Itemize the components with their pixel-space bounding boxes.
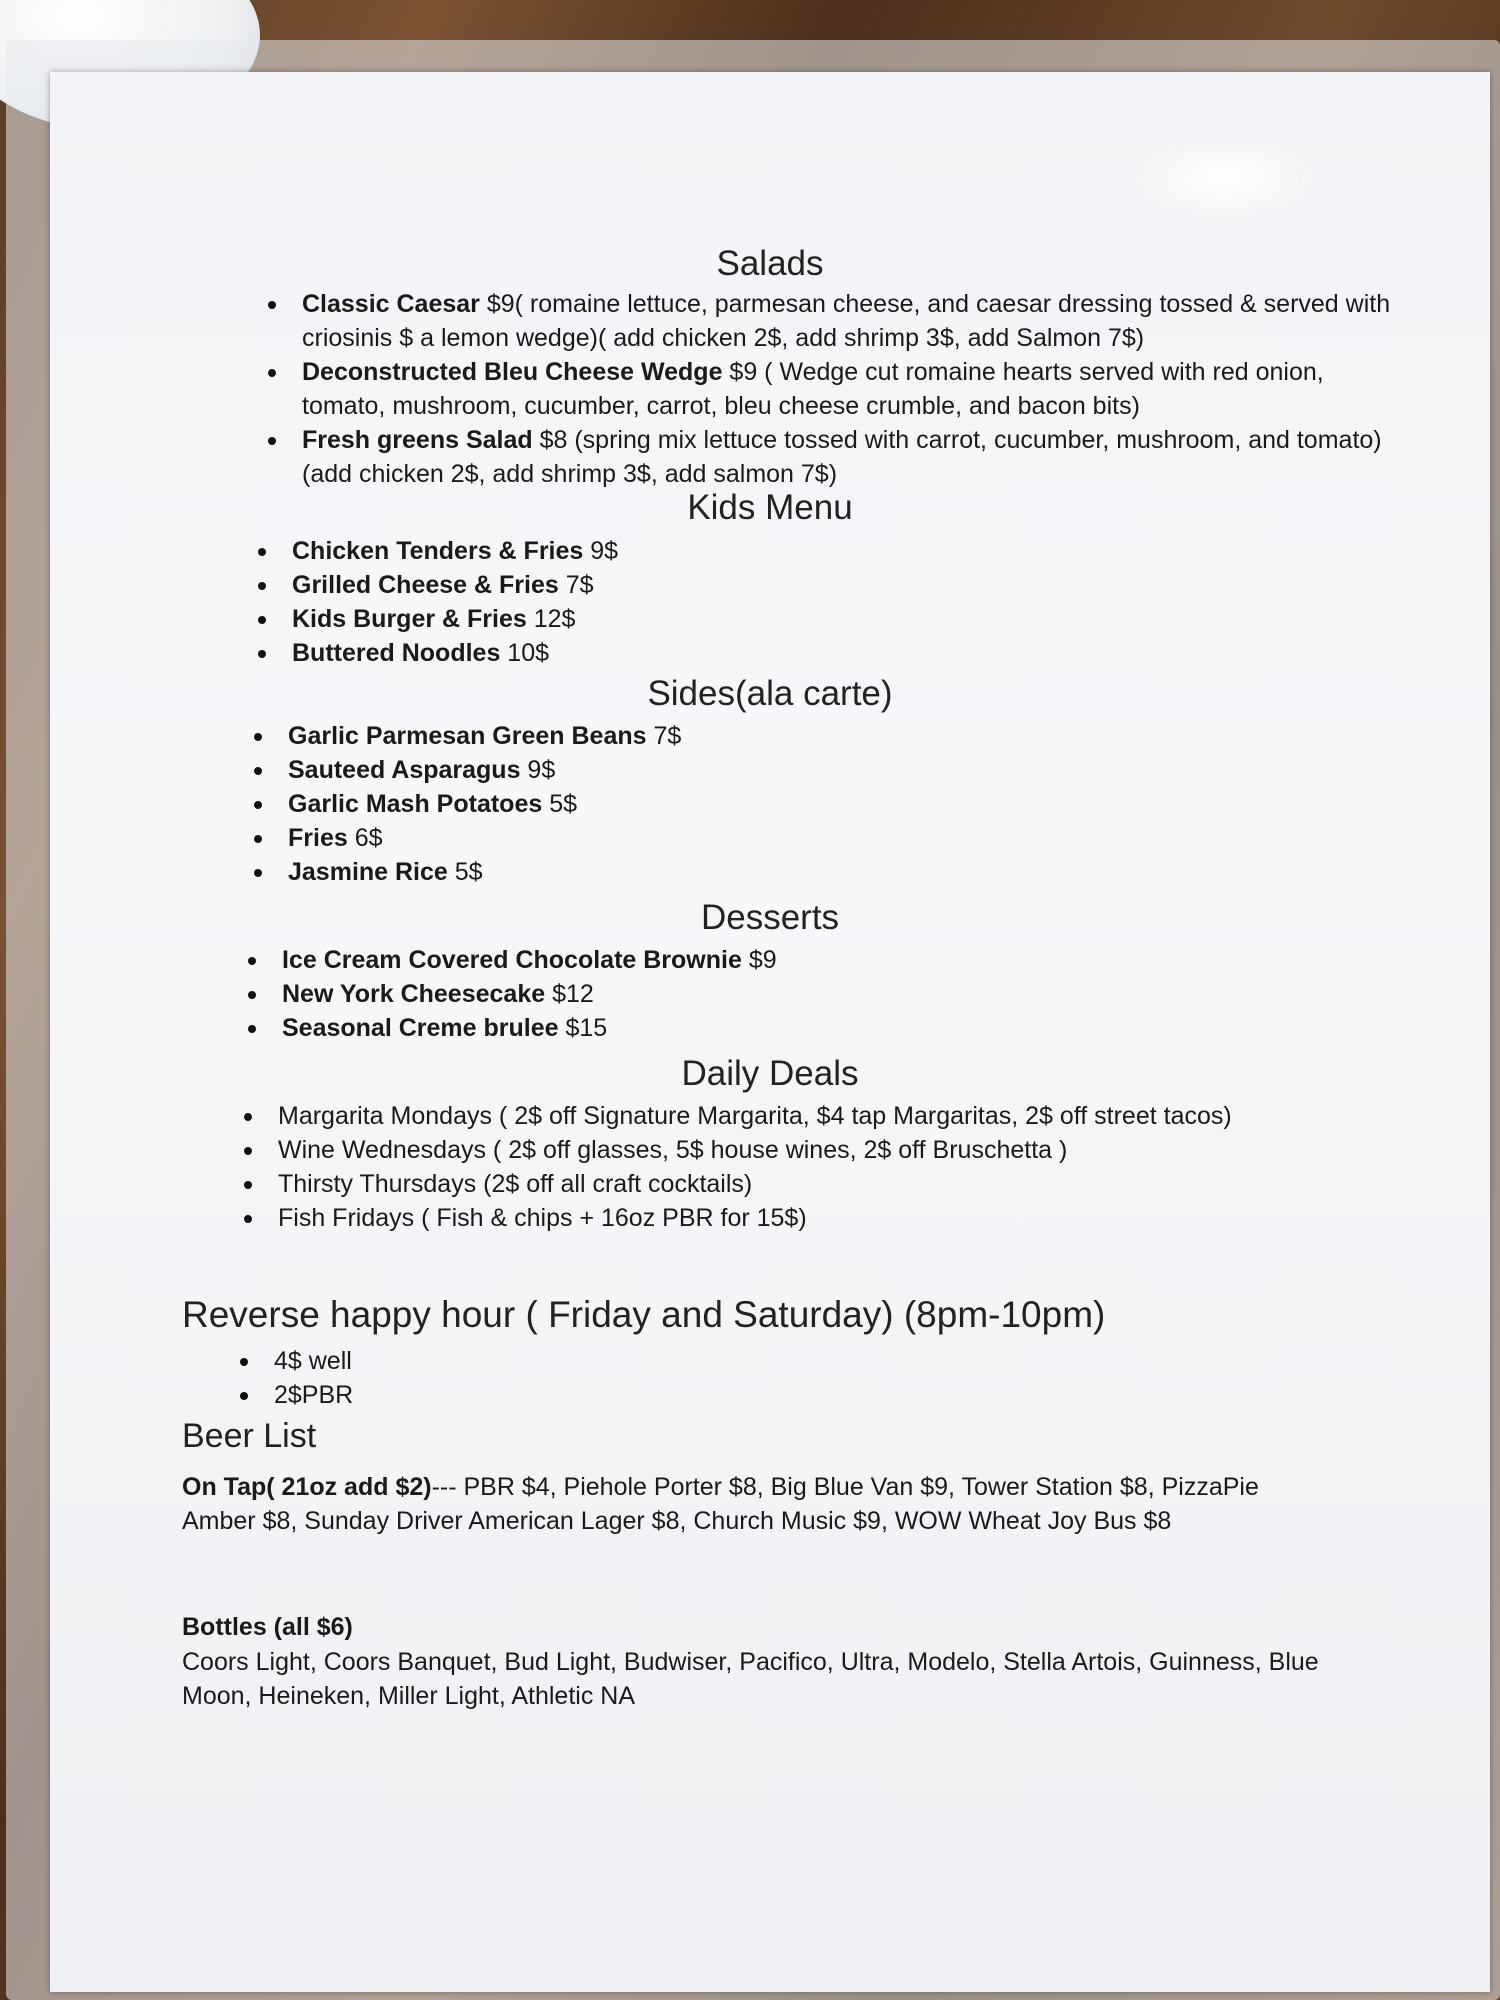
deal-item: Thirsty Thursdays (2$ off all craft cocktails) [236, 1167, 1436, 1201]
kids-item: Kids Burger & Fries 12$ [250, 602, 1390, 636]
daily-deals-list [236, 1099, 1436, 1235]
kids-item: Buttered Noodles 10$ [250, 636, 1390, 670]
bottles-label: Bottles (all $6) [182, 1613, 353, 1641]
sides-title: Sides(ala carte) [647, 674, 893, 713]
dessert-item: Ice Cream Covered Chocolate Brownie $9 [240, 943, 1380, 977]
happy-hour-item: 4$ well [232, 1344, 1372, 1378]
side-item: Garlic Mash Potatoes 5$ [246, 787, 1386, 821]
desserts-list [240, 943, 1380, 1045]
salad-item: Fresh greens Salad $8 (spring mix lettuce tossed with carrot, cucumber, mushroom, and tomato)(add chicken 2$, add shrimp 3$, add salmon 7$) [260, 423, 1400, 491]
kids-item: Grilled Cheese & Fries 7$ [250, 568, 1390, 602]
salad-item: Classic Caesar $9( romaine lettuce, parmesan cheese, and caesar dressing tossed & served with criosinis $ a lemon wedge)( add chicken 2$, add shrimp 3$, add Salmon 7$) [260, 287, 1400, 355]
happy-hour-list [232, 1344, 1372, 1412]
beer-list-title: Beer List [182, 1417, 317, 1455]
kids-item: Chicken Tenders & Fries 9$ [250, 534, 1390, 568]
sides-list [246, 719, 1386, 889]
side-item: Sauteed Asparagus 9$ [246, 753, 1386, 787]
side-item: Fries 6$ [246, 821, 1386, 855]
deal-item: Wine Wednesdays ( 2$ off glasses, 5$ house wines, 2$ off Bruschetta ) [236, 1133, 1436, 1167]
desserts-title: Desserts [700, 898, 840, 937]
kids-menu-title: Kids Menu [687, 488, 853, 527]
deal-item: Margarita Mondays ( 2$ off Signature Margarita, $4 tap Margaritas, 2$ off street tacos) [236, 1099, 1436, 1133]
bottles-paragraph: Coors Light, Coors Banquet, Bud Light, Budwiser, Pacifico, Ultra, Modelo, Stella Artois, Guinness, Blue Moon, Heineken, Miller Light, Athletic NA [182, 1648, 1319, 1710]
salads-list [260, 287, 1400, 491]
side-item: Garlic Parmesan Green Beans 7$ [246, 719, 1386, 753]
daily-deals-title: Daily Deals [681, 1054, 859, 1093]
light-glare [1130, 132, 1320, 222]
side-item: Jasmine Rice 5$ [246, 855, 1386, 889]
salads-title: Salads [716, 244, 824, 283]
dessert-item: New York Cheesecake $12 [240, 977, 1380, 1011]
kids-menu-list [250, 534, 1390, 670]
menu-page [50, 72, 1490, 1992]
dessert-item: Seasonal Creme brulee $15 [240, 1011, 1380, 1045]
happy-hour-title: Reverse happy hour ( Friday and Saturday) (8pm-10pm) [182, 1294, 1106, 1335]
on-tap-paragraph: On Tap( 21oz add $2)--- PBR $4, Piehole Porter $8, Big Blue Van $9, Tower Station $8, PizzaPie Amber $8, Sunday Driver American Lager $8, Church Music $9, WOW Wheat Joy Bus $8 [182, 1473, 1259, 1535]
deal-item: Fish Fridays ( Fish & chips + 16oz PBR for 15$) [236, 1201, 1436, 1235]
salad-item: Deconstructed Bleu Cheese Wedge $9 ( Wedge cut romaine hearts served with red onion, tomato, mushroom, cucumber, carrot, bleu cheese crumble, and bacon bits) [260, 355, 1400, 423]
happy-hour-item: 2$PBR [232, 1378, 1372, 1412]
